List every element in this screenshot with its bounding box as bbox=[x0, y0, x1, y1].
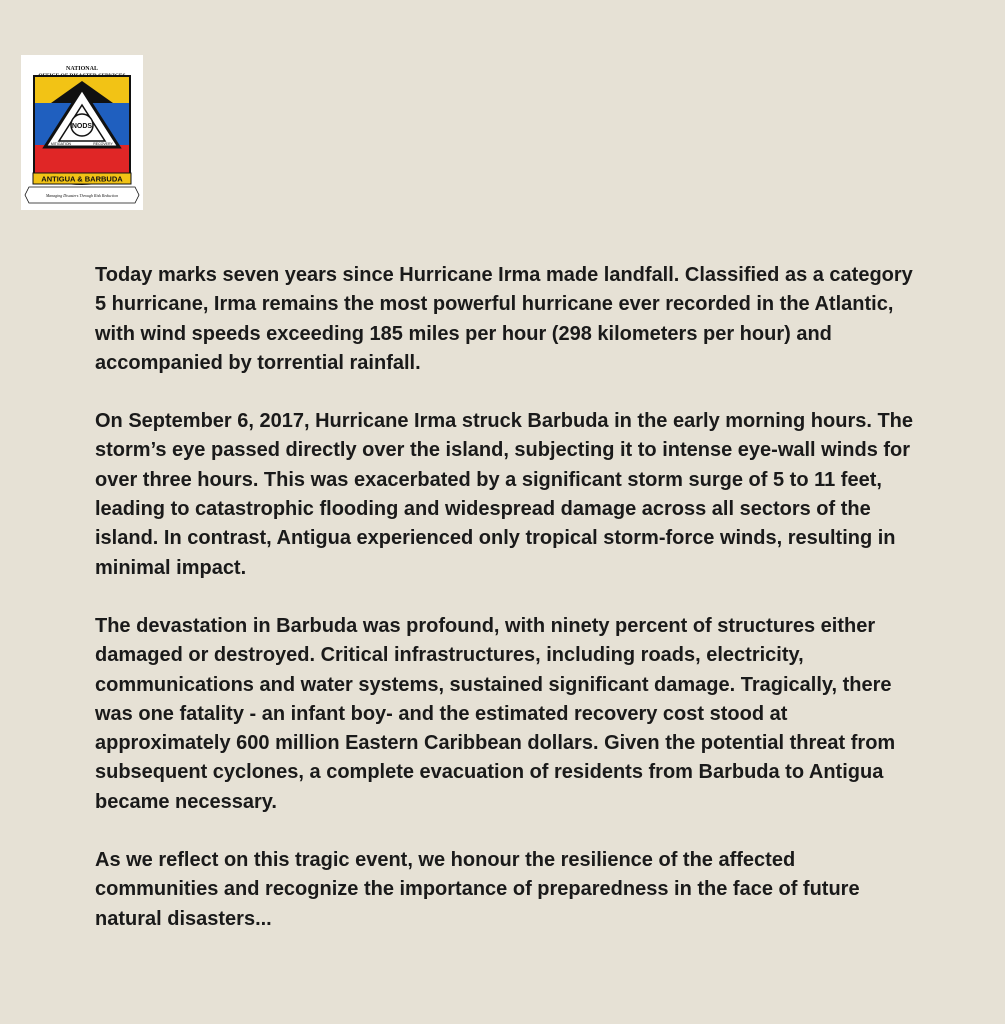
paragraph-devastation: The devastation in Barbuda was profound, with ninety percent of structures either damaged or destroyed. Critical infrastructures, including roads, electricity, communications and water systems, sustained significant damage. Tragically, there was one fatality - an infant boy- and the estimated recovery cost stood at approximately 600 million Eastern Caribbean dollars. Given the potential threat from subsequent cyclones, a complete evacuation of residents from Barbuda to Antigua became necessary. bbox=[95, 614, 896, 813]
logo-top-text-2: OFFICE OF DISASTER SERVICES bbox=[38, 73, 126, 79]
nods-logo-graphic bbox=[21, 55, 143, 210]
paragraph-intro: Today marks seven years since Hurricane Irma made landfall. Classified as a category 5 hurricane, Irma remains the most powerful hurricane ever recorded in the Atlantic, with wind speeds exceeding 185 miles per hour (298 kilometers per hour) and accompanied by torrential rainfall. bbox=[95, 264, 913, 374]
logo-top-text-1: NATIONAL bbox=[66, 66, 98, 72]
paragraph-landfall: On September 6, 2017, Hurricane Irma struck Barbuda in the early morning hours. The storm’s eye passed directly over the island, subjecting it to intense eye-wall winds for over three hours. This was exacerbated by a significant storm surge of 5 to 11 feet, leading to catastrophic flooding and widespread damage across all sectors of the island. In contrast, Antigua experienced only tropical storm-force winds, resulting in minimal impact. bbox=[95, 410, 914, 579]
logo-left-text: MITIGATION bbox=[50, 142, 72, 146]
logo-motto: Managing Disasters Through Risk Reduction bbox=[45, 193, 119, 198]
paragraph-reflection: As we reflect on this tragic event, we honour the resilience of the affected communities and recognize the importance of preparedness in the face of future natural disasters... bbox=[95, 849, 860, 930]
article-body bbox=[95, 261, 915, 963]
nods-logo bbox=[21, 55, 143, 210]
logo-center-text: NODS bbox=[71, 123, 93, 130]
logo-banner-text: ANTIGUA & BARBUDA bbox=[41, 174, 123, 184]
logo-right-text: RECOVERY bbox=[93, 142, 113, 146]
